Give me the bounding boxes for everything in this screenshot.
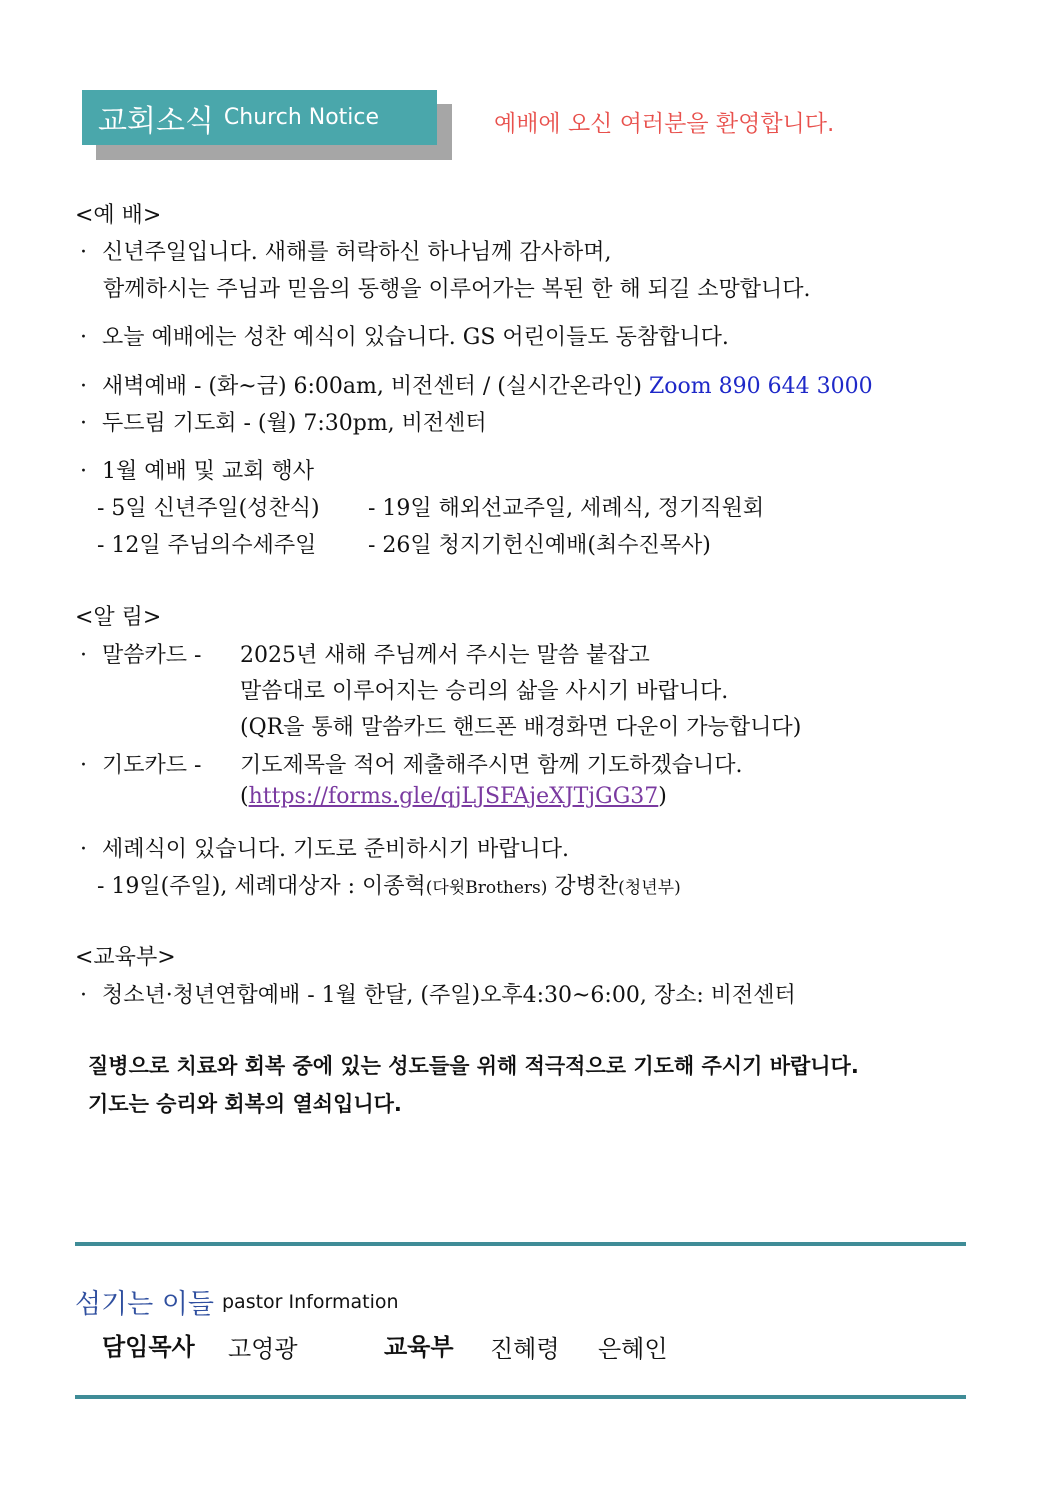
word-card-line: 2025년 새해 주님께서 주시는 말씀 붙잡고 — [240, 643, 650, 668]
education-staff-name: 진혜령 — [490, 1335, 560, 1363]
event-item: - 5일 신년주일(성찬식) — [97, 496, 320, 521]
welcome-text: 예배에 오신 여러분을 환영합니다. — [494, 111, 835, 137]
event-item: - 26일 청지기헌신예배(최수진목사) — [368, 533, 711, 558]
prayer-form-link[interactable]: https://forms.gle/qjLJSFAjeXJTjGG37 — [248, 784, 659, 809]
worship-line-2: · 오늘 예배에는 성찬 예식이 있습니다. GS 어린이들도 동참합니다. — [80, 325, 729, 350]
event-item: - 19일 해외선교주일, 세례식, 정기직원회 — [368, 496, 765, 521]
prayer-card-label: · 기도카드 - — [80, 753, 202, 778]
event-item: - 12일 주님의수세주일 — [97, 533, 317, 558]
worship-line-events: · 1월 예배 및 교회 행사 — [80, 459, 314, 484]
staff-subtitle: pastor Information — [222, 1291, 399, 1313]
worship-line-1: · 신년주일입니다. 새해를 허락하신 하나님께 감사하며, — [80, 240, 612, 265]
prayer-request-line: 질병으로 치료와 회복 중에 있는 성도들을 위해 적극적으로 기도해 주시기 바랍니다. — [88, 1054, 859, 1078]
role-education: 교육부 — [384, 1333, 454, 1361]
prayer-card-line: 기도제목을 적어 제출해주시면 함께 기도하겠습니다. — [240, 753, 743, 778]
word-card-line: (QR을 통해 말씀카드 핸드폰 배경화면 다운이 가능합니다) — [240, 715, 802, 740]
word-card-line: 말씀대로 이루어지는 승리의 삶을 사시기 바랍니다. — [240, 679, 729, 704]
header-banner — [82, 90, 437, 145]
prayer-card-link-line: (https://forms.gle/qjLJSFAjeXJTjGG37) — [240, 784, 667, 809]
worship-line-dawn: · 새벽예배 - (화~금) 6:00am, 비전센터 / (실시간온라인) Zoom 890 644 3000 — [80, 374, 873, 399]
divider-top — [75, 1242, 966, 1246]
divider-bottom — [75, 1395, 966, 1399]
header-subtitle: Church Notice — [223, 105, 380, 130]
staff-title: 섬기는 이들 — [75, 1289, 214, 1320]
worship-line-prayer: · 두드림 기도회 - (월) 7:30pm, 비전센터 — [80, 411, 487, 436]
baptism-line: · 세례식이 있습니다. 기도로 준비하시기 바랍니다. — [80, 837, 570, 862]
baptism-detail: - 19일(주일), 세례대상자 : 이종혁(다윗Brothers) 강병찬(청년부) — [97, 874, 681, 899]
worship-line-1b: 함께하시는 주님과 믿음의 동행을 이루어가는 복된 한 해 되길 소망합니다. — [103, 277, 811, 302]
education-line: · 청소년·청년연합예배 - 1월 한달, (주일)오후4:30~6:00, 장소: 비전센터 — [80, 983, 796, 1008]
worship-heading: <예 배> — [75, 203, 162, 228]
word-card-label: · 말씀카드 - — [80, 643, 202, 668]
header-title: 교회소식 — [98, 103, 214, 139]
role-senior-pastor: 담임목사 — [102, 1333, 195, 1361]
notice-heading: <알 림> — [75, 605, 162, 630]
prayer-request-line: 기도는 승리와 회복의 열쇠입니다. — [88, 1092, 402, 1116]
senior-pastor-name: 고영광 — [228, 1335, 298, 1363]
education-staff-name: 은혜인 — [598, 1335, 668, 1363]
zoom-id: Zoom 890 644 3000 — [648, 374, 873, 399]
education-heading: <교육부> — [75, 945, 176, 970]
